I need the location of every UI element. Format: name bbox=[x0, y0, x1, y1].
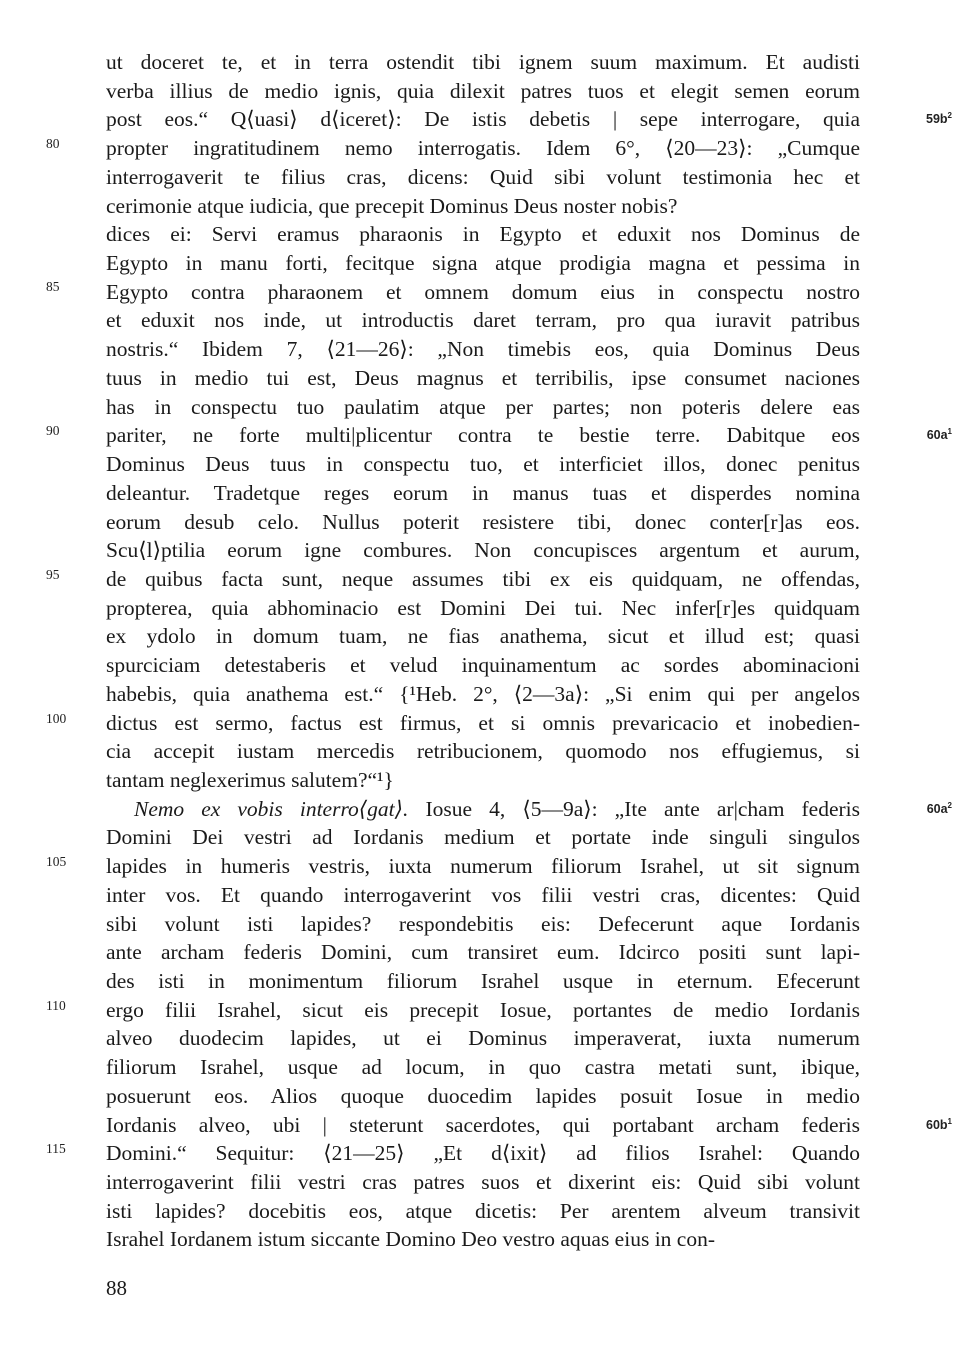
text-line: Domini.“ Sequitur: ⟨21—25⟩ „Et d⟨ixit⟩ ad filios Israhel: Quando bbox=[106, 1141, 860, 1166]
text-line: Iordanis alveo, ubi | steterunt sacerdotes, qui portabant archam federis bbox=[106, 1112, 860, 1137]
main-text bbox=[106, 48, 860, 1254]
text-line: interrogaverint filii vestri cras patres suos et dixerint eis: Quid sibi volunt bbox=[106, 1170, 860, 1195]
italic-heading: Nemo ex vobis interro⟨gat⟩. bbox=[134, 796, 409, 821]
text-line: isti lapides? docebitis eos, atque dicetis: Per arentem alveum transivit bbox=[106, 1198, 860, 1223]
text-line: Egypto in manu forti, fecitque signa atque prodigia magna et pessima in bbox=[106, 251, 860, 276]
heading-rest: Iosue 4, ⟨5—9a⟩: „Ite ante ar|cham federis bbox=[408, 796, 860, 821]
text-line: propter ingratitudinem nemo interrogatis. Idem 6°, ⟨20—23⟩: „Cumque bbox=[106, 136, 860, 161]
line-number: 100 bbox=[46, 711, 67, 726]
line-number: 95 bbox=[46, 567, 60, 582]
text-line: pariter, ne forte multi|plicentur contra te bestie terre. Dabitque eos bbox=[106, 423, 860, 448]
text-line: filiorum Israhel, usque ad locum, in quo castra metati sunt, ibique, bbox=[106, 1055, 860, 1080]
text-line: Dominus Deus tuus in conspectu tuo, et interficiet illos, donec penitus bbox=[106, 452, 860, 477]
text-line: et eduxit nos inde, ut introductis daret terram, pro qua iuravit patribus bbox=[106, 308, 860, 333]
text-line: ex ydolo in domum tuam, ne fias anathema, sicut et illud est; quasi bbox=[106, 624, 860, 649]
text-line: propterea, quia abhominacio est Domini Dei tui. Nec infer[r]es quidquam bbox=[106, 595, 860, 620]
text-line: des isti in monimentum filiorum Israhel usque in eternum. Efecerunt bbox=[106, 969, 860, 993]
text-line: eorum desub celo. Nullus poterit resistere tibi, donec conter[r]as eos. bbox=[106, 509, 860, 534]
folio-marker: $59b^2$ bbox=[926, 111, 952, 127]
folio-marker: $60b^1$ bbox=[926, 1117, 952, 1133]
text-line: post eos.“ Q⟨uasi⟩ d⟨iceret⟩: De istis debetis | sepe interrogare, quia bbox=[106, 107, 860, 132]
text-line: tuus in medio tui est, Deus magnus et terribilis, ipse consumet naciones bbox=[106, 365, 860, 390]
text-line: posuerunt eos. Alios quoque duocedim lapides posuit Iosue in medio bbox=[106, 1083, 860, 1108]
text-line: spurciciam detestaberis et velud inquinamentum ac sordes abominacioni bbox=[106, 653, 860, 678]
text-line: deleantur. Tradetque reges eorum in manus tuas et disperdes nomina bbox=[106, 480, 860, 505]
text-line: sibi volunt isti lapides? respondebitis eis: Defecerunt aque Iordanis bbox=[106, 911, 860, 936]
line-number: 115 bbox=[46, 1141, 66, 1156]
text-line: habebis, quia anathema est.“ {¹Heb. 2°, ⟨2—3a⟩: „Si enim qui per angelos bbox=[106, 681, 860, 706]
text-line: ut doceret te, et in terra ostendit tibi ignem suum maximum. Et audisti bbox=[106, 50, 860, 74]
text-line: Domini Dei vestri ad Iordanis medium et portate inde singuli singulos bbox=[106, 825, 860, 850]
text-line: cerimonie atque iudicia, que precepit Dominus Deus noster nobis? bbox=[106, 193, 678, 218]
text-line: tantam neglexerimus salutem?“¹} bbox=[106, 767, 394, 792]
line-number: 80 bbox=[46, 136, 60, 151]
line-number: 110 bbox=[46, 998, 66, 1013]
text-line: has in conspectu tuo paulatim atque per partes; non poteris delere eas bbox=[106, 394, 860, 419]
text-line: cia accepit iustam mercedis retribucionem, quomodo nos effugiemus, si bbox=[106, 739, 860, 764]
text-line: dices ei: Servi eramus pharaonis in Egypto et eduxit nos Dominus de bbox=[106, 222, 860, 247]
text-line: inter vos. Et quando interrogaverint vos filii vestri cras, dicentes: Quid bbox=[106, 882, 860, 907]
text-line: de quibus facta sunt, neque assumes tibi ex eis quidquam, ne offendas, bbox=[106, 566, 860, 591]
line-number: 105 bbox=[46, 854, 67, 869]
text-line: verba illius de medio ignis, quia dilexit patres tuos et elegit semen eorum bbox=[106, 78, 860, 103]
page-number: 88 bbox=[106, 1276, 127, 1300]
text-line: Egypto contra pharaonem et omnem domum eius in conspectu nostro bbox=[106, 279, 860, 304]
text-line: dictus est sermo, factus est firmus, et si omnis prevaricacio et inobedien- bbox=[106, 710, 860, 735]
text-line: Israhel Iordanem istum siccante Domino Deo vestro aquas eius in con- bbox=[106, 1227, 715, 1252]
folio-marker: $60a^2$ bbox=[926, 801, 952, 817]
text-line: ergo filii Israhel, sicut eis precepit Iosue, portantes de medio Iordanis bbox=[106, 997, 860, 1022]
text-line: nostris.“ Ibidem 7, ⟨21—26⟩: „Non timebis eos, quia Dominus Deus bbox=[106, 337, 860, 362]
line-number: 85 bbox=[46, 279, 60, 294]
text-line: interrogaverit te filius cras, dicens: Quid sibi volunt testimonia hec et bbox=[106, 164, 860, 189]
text-line: Scu⟨l⟩ptilia eorum igne combures. Non concupisces argentum et aurum, bbox=[106, 538, 860, 563]
text-line bbox=[106, 795, 860, 824]
line-number: 90 bbox=[46, 423, 60, 438]
text-line: alveo duodecim lapides, ut ei Dominus imperaverat, iuxta numerum bbox=[106, 1026, 860, 1051]
text-line: ante archam federis Domini, cum transiret eum. Idcirco positi sunt lapi- bbox=[106, 940, 860, 965]
folio-marker: $60a^1$ bbox=[926, 427, 952, 443]
text-line: lapides in humeris vestris, iuxta numerum filiorum Israhel, ut sit signum bbox=[106, 854, 860, 879]
